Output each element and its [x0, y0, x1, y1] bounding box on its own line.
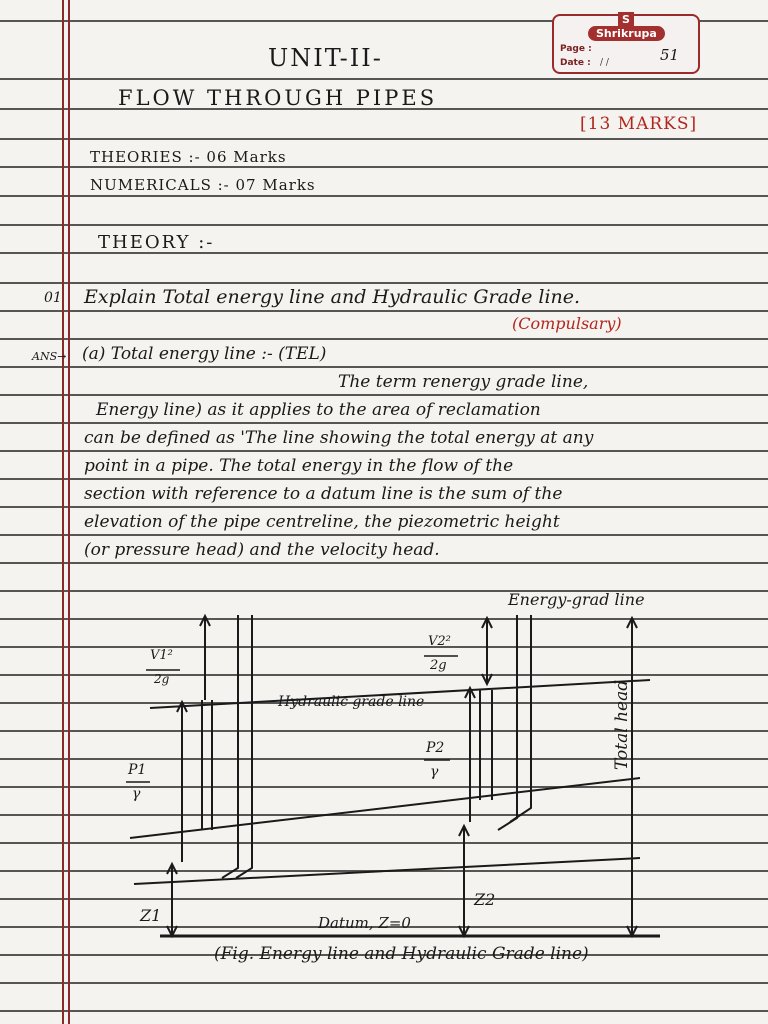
- p2-denominator: γ: [430, 764, 439, 780]
- v1-denominator: 2g: [154, 672, 170, 686]
- page-label: Page :: [560, 44, 592, 54]
- pipe-top-line: [130, 778, 640, 838]
- answer-line: The term renergy grade line,: [338, 372, 589, 392]
- pipe-bottom-line: [134, 858, 640, 884]
- answer-line: (or pressure head) and the velocity head.: [84, 540, 440, 560]
- v2-numerator: V2²: [428, 634, 451, 649]
- marks-note: [13 MARKS]: [580, 114, 698, 134]
- p2-numerator: P2: [426, 740, 445, 756]
- egl-label: Energy-grad line: [508, 590, 645, 609]
- question-note: (Compulsary): [512, 314, 622, 333]
- datum-label: Datum, Z=0: [318, 914, 411, 932]
- page-number: 51: [660, 46, 680, 64]
- answer-prefix: ANS→: [32, 350, 67, 363]
- hgl-label: Hydraulic grade line: [278, 694, 425, 710]
- v1-numerator: V1²: [150, 648, 173, 663]
- p1-denominator: γ: [132, 786, 141, 802]
- question-number: 01: [44, 290, 62, 306]
- piezometer-2-left: [498, 615, 517, 830]
- piezometer-1-left: [222, 615, 238, 878]
- date-value: / /: [600, 58, 609, 68]
- theories-line: THEORIES :- 06 Marks: [90, 148, 287, 166]
- brand-name: Shrikrupa: [588, 26, 665, 41]
- question-text: Explain Total energy line and Hydraulic Grade line.: [84, 286, 581, 308]
- chapter-title: FLOW THROUGH PIPES: [118, 86, 438, 110]
- v2-denominator: 2g: [430, 658, 447, 673]
- answer-line: can be defined as 'The line showing the total energy at any: [84, 428, 594, 448]
- p1-numerator: P1: [128, 762, 147, 778]
- answer-line: section with reference to a datum line is the sum of the: [84, 484, 563, 504]
- z2-label: Z2: [474, 890, 496, 909]
- answer-line: elevation of the pipe centreline, the piezometric height: [84, 512, 560, 532]
- total-head-label: Total head: [612, 679, 632, 770]
- date-label: Date :: [560, 58, 591, 68]
- z1-label: Z1: [140, 906, 162, 925]
- answer-heading: (a) Total energy line :- (TEL): [82, 344, 327, 364]
- numericals-line: NUMERICALS :- 07 Marks: [90, 176, 316, 194]
- answer-line: Energy line) as it applies to the area of reclamation: [96, 400, 541, 420]
- figure-caption: (Fig. Energy line and Hydraulic Grade line): [214, 944, 589, 964]
- brand-logo: S: [618, 12, 634, 28]
- answer-line: point in a pipe. The total energy in the flow of the: [84, 456, 514, 476]
- theory-heading: THEORY :-: [98, 232, 215, 253]
- unit-title: UNIT-II-: [268, 44, 383, 72]
